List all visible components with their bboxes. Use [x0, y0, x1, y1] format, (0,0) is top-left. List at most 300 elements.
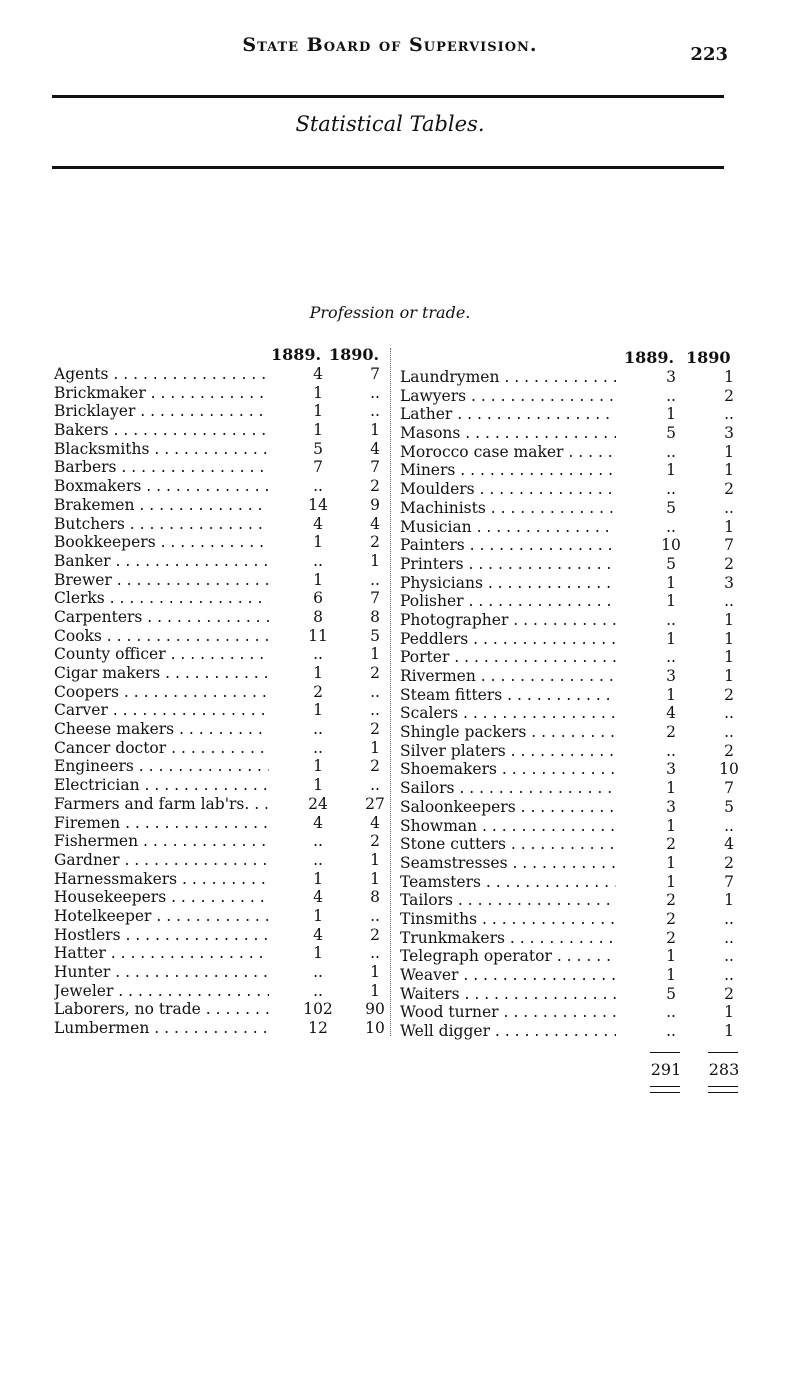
count-1889: 1 [313, 421, 323, 440]
trade-label: Photographer . . . [400, 611, 616, 630]
trade-label: Morocco case maker . . . [400, 443, 616, 462]
left-year-1890: 1890. [329, 345, 380, 364]
count-1889: 4 [313, 514, 323, 533]
count-1889: .. [313, 738, 323, 757]
table-row [54, 645, 386, 664]
trade-label: Seamstresses . . . [400, 854, 616, 873]
table-row [400, 779, 738, 798]
trade-label: Agents . . . [54, 365, 269, 384]
count-1890: 3 [724, 424, 734, 443]
trade-label: Moulders . . . [400, 480, 616, 499]
count-1890: 2 [370, 925, 380, 944]
count-1889: 4 [313, 365, 323, 383]
table-row [400, 536, 738, 555]
table-row [400, 648, 738, 667]
table-row [54, 533, 386, 552]
trade-label: Bookkeepers . . . [54, 533, 269, 552]
count-1890: 7 [724, 872, 734, 891]
trade-label: Hunter . . . [54, 963, 269, 982]
table-row [54, 757, 386, 776]
left-year-1889: 1889. [271, 345, 322, 364]
trade-label: Wood turner . . . [400, 1003, 616, 1022]
count-1890: 1 [724, 461, 734, 480]
count-1889: 1 [666, 779, 676, 798]
trade-label: Gardner . . . [54, 851, 269, 870]
table-row [400, 461, 738, 480]
count-1890: 4 [370, 514, 380, 533]
count-1889: 1 [313, 664, 323, 682]
trade-label: Shoemakers . . . [400, 760, 616, 779]
count-1889: .. [666, 648, 676, 667]
table-row [400, 443, 738, 462]
trade-label: Machinists . . . [400, 499, 616, 518]
count-1890: 1 [370, 963, 380, 981]
trade-label: Electrician . . . [54, 776, 269, 795]
trade-label: Lawyers . . . [400, 387, 616, 406]
count-1889: 5 [666, 984, 676, 1003]
trade-label: Coopers . . . [54, 683, 269, 702]
trade-label: Barbers . . . [54, 458, 269, 477]
count-1890: 2 [724, 386, 734, 405]
count-1890: 2 [370, 477, 380, 496]
count-1889: 8 [313, 607, 323, 626]
trade-label: Rivermen . . . [400, 667, 616, 686]
count-1889: 1 [313, 701, 323, 720]
count-1889: .. [313, 551, 323, 570]
table-row [54, 1000, 386, 1019]
double-rule-1889 [650, 1086, 680, 1093]
count-1890: .. [724, 909, 734, 928]
count-1890: 2 [370, 664, 380, 682]
count-1889: 4 [313, 925, 323, 944]
total-1889: 291 [650, 1060, 682, 1079]
count-1889: .. [313, 850, 323, 869]
count-1889: 7 [313, 458, 323, 477]
trade-label: Banker . . . [54, 552, 269, 571]
trade-label: Sailors . . . [400, 779, 616, 798]
count-1889: 3 [666, 797, 676, 816]
count-1890: .. [370, 776, 380, 795]
table-row [400, 630, 738, 649]
count-1890: 2 [724, 984, 734, 1003]
trade-label: Teamsters . . . [400, 873, 616, 892]
table-row [54, 496, 386, 515]
trade-label: Silver platers . . . [400, 742, 616, 761]
trade-label: Harnessmakers . . . [54, 870, 269, 889]
count-1890: .. [724, 966, 734, 984]
count-1890: 1 [370, 645, 380, 664]
trade-label: Stone cutters . . . [400, 835, 616, 854]
count-1890: .. [370, 402, 380, 421]
table-row [400, 929, 738, 948]
trade-label: Carver . . . [54, 701, 269, 720]
count-1889: 14 [308, 495, 328, 514]
table-row [54, 552, 386, 571]
table-row [54, 982, 386, 1001]
count-1889: 2 [666, 909, 676, 928]
trade-label: Bakers . . . [54, 421, 269, 440]
count-1890: 2 [724, 480, 734, 499]
trade-label: Cancer doctor . . . [54, 739, 269, 758]
table-row [54, 589, 386, 608]
trade-label: Masons . . . [400, 424, 616, 443]
trade-label: Firemen . . . [54, 814, 269, 833]
table-row [400, 611, 738, 630]
table-row [54, 720, 386, 739]
count-1889: 1 [666, 685, 676, 704]
count-1889: 1 [666, 592, 676, 611]
table-row [54, 944, 386, 963]
trade-label: Fishermen . . . [54, 832, 269, 851]
right-column [400, 348, 738, 1041]
table-row [54, 832, 386, 851]
count-1889: 1 [313, 570, 323, 589]
trade-label: Tailors . . . [400, 891, 616, 910]
count-1890: 8 [370, 607, 380, 626]
table-row [54, 440, 386, 459]
trade-label: Musician . . . [400, 518, 616, 537]
trade-label: Hostlers . . . [54, 926, 269, 945]
count-1890: .. [724, 498, 734, 517]
trade-label: County officer . . . [54, 645, 269, 664]
left-rows [54, 365, 386, 1038]
count-1889: 1 [666, 573, 676, 592]
trade-label: Peddlers . . . [400, 630, 616, 649]
totals [650, 1052, 750, 1102]
count-1890: 1 [724, 610, 734, 629]
count-1889: .. [666, 517, 676, 536]
count-1889: 1 [313, 869, 323, 888]
count-1889: .. [666, 1003, 676, 1022]
table-row [54, 814, 386, 833]
left-year-header [54, 345, 386, 365]
table-row [400, 835, 738, 854]
trade-label: Shingle packers . . . [400, 723, 616, 742]
count-1890: 2 [724, 853, 734, 872]
count-1889: 5 [666, 424, 676, 443]
count-1890: 5 [370, 626, 380, 645]
count-1890: 5 [724, 797, 734, 816]
trade-label: Miners . . . [400, 461, 616, 480]
count-1890: 1 [370, 551, 380, 570]
count-1889: 1 [666, 405, 676, 424]
trade-label: Porter . . . [400, 648, 616, 667]
trade-label: Physicians . . . [400, 574, 616, 593]
count-1889: 1 [313, 383, 323, 402]
trade-label: Laborers, no trade . . . [54, 1000, 269, 1019]
right-year-1890: 1890 [686, 348, 731, 367]
count-1890: 1 [724, 1022, 734, 1041]
table-row [400, 574, 738, 593]
trade-label: Farmers and farm lab'rs. . . . [54, 795, 269, 814]
right-rows [400, 368, 738, 1041]
trade-label: Printers . . . [400, 555, 616, 574]
table-row [54, 365, 386, 384]
trade-label: Scalers . . . [400, 704, 616, 723]
count-1889: .. [313, 963, 323, 981]
trade-label: Painters . . . [400, 536, 616, 555]
count-1890: 3 [724, 573, 734, 592]
trade-label: Boxmakers . . . [54, 477, 269, 496]
trade-label: Showman . . . [400, 817, 616, 836]
count-1890: 1 [370, 869, 380, 888]
trade-label: Clerks . . . [54, 589, 269, 608]
table-row [400, 1022, 738, 1041]
count-1889: .. [313, 981, 323, 1000]
table-row [400, 368, 738, 387]
count-1889: 2 [666, 835, 676, 854]
count-1889: 1 [313, 402, 323, 421]
count-1889: 24 [308, 794, 328, 813]
top-rule [52, 95, 724, 98]
trade-label: Butchers . . . [54, 515, 269, 534]
trade-label: Tinsmiths . . . [400, 910, 616, 929]
trade-label: Steam fitters . . . [400, 686, 616, 705]
table-row [400, 910, 738, 929]
count-1890: 7 [370, 589, 380, 608]
count-1890: .. [724, 723, 734, 742]
count-1890: 1 [724, 891, 734, 910]
trade-label: Waiters . . . [400, 985, 616, 1004]
table-row [400, 798, 738, 817]
count-1890: 27 [365, 794, 385, 813]
count-1890: .. [724, 704, 734, 723]
count-1890: 1 [724, 629, 734, 648]
count-1890: 1 [724, 648, 734, 667]
table-row [54, 701, 386, 720]
count-1889: 3 [666, 760, 676, 779]
count-1890: 1 [370, 738, 380, 757]
trade-label: Lumbermen . . . [54, 1019, 269, 1038]
table-row [54, 795, 386, 814]
count-1889: 1 [666, 872, 676, 891]
table-row [400, 891, 738, 910]
table-row [54, 402, 386, 421]
table-row [54, 870, 386, 889]
count-1889: 6 [313, 589, 323, 608]
count-1890: 1 [370, 421, 380, 440]
count-1889: .. [313, 832, 323, 851]
table-row [54, 963, 386, 982]
table-row [400, 555, 738, 574]
count-1890: .. [724, 592, 734, 611]
table-row [400, 667, 738, 686]
count-1890: 8 [370, 888, 380, 907]
table-row [400, 723, 738, 742]
count-1889: 4 [666, 704, 676, 723]
table-row [54, 888, 386, 907]
trade-label: Weaver . . . [400, 966, 616, 985]
count-1889: 5 [666, 498, 676, 517]
count-1890: 10 [365, 1019, 385, 1038]
count-1890: 7 [724, 536, 734, 555]
bottom-rule [52, 166, 724, 169]
table-row [400, 760, 738, 779]
trade-label: Hatter . . . [54, 944, 269, 963]
count-1890: 2 [370, 757, 380, 776]
count-1889: 4 [313, 888, 323, 907]
count-1890: 9 [370, 495, 380, 514]
table-row [54, 627, 386, 646]
count-1889: .. [666, 741, 676, 760]
table-row [54, 907, 386, 926]
trade-label: Cigar makers . . . [54, 664, 269, 683]
count-1889: 2 [666, 891, 676, 910]
count-1889: 1 [313, 533, 323, 552]
count-1889: 1 [313, 757, 323, 776]
count-1890: .. [724, 947, 734, 966]
count-1889: .. [666, 386, 676, 405]
trade-label: Cheese makers . . . [54, 720, 269, 739]
count-1890: .. [370, 682, 380, 701]
count-1889: 1 [666, 947, 676, 966]
table-row [400, 742, 738, 761]
table-row [400, 424, 738, 443]
table-row [54, 421, 386, 440]
table-row [400, 966, 738, 985]
count-1890: 2 [370, 533, 380, 552]
count-1890: 1 [724, 517, 734, 536]
count-1890: .. [370, 701, 380, 720]
count-1889: 5 [666, 554, 676, 573]
table-row [54, 851, 386, 870]
count-1890: 2 [724, 741, 734, 760]
count-1889: .. [313, 477, 323, 496]
trade-label: Jeweler . . . [54, 982, 269, 1001]
trade-label: Engineers . . . [54, 757, 269, 776]
count-1889: .. [666, 480, 676, 499]
trade-label: Hotelkeeper . . . [54, 907, 269, 926]
trade-label: Brakemen . . . [54, 496, 269, 515]
table-row [54, 608, 386, 627]
trade-label: Brewer . . . [54, 571, 269, 590]
right-year-header [400, 348, 738, 368]
count-1890: .. [370, 383, 380, 402]
table-row [400, 480, 738, 499]
total-rule-1889 [650, 1052, 680, 1053]
count-1890: 1 [724, 1003, 734, 1022]
count-1889: 2 [666, 723, 676, 742]
table-row [400, 947, 738, 966]
trade-label: Brickmaker . . . [54, 384, 269, 403]
trade-label: Well digger . . . [400, 1022, 616, 1041]
count-1889: .. [666, 610, 676, 629]
count-1889: 1 [666, 853, 676, 872]
count-1890: 1 [370, 981, 380, 1000]
table-row [54, 683, 386, 702]
count-1890: 90 [365, 1000, 385, 1019]
table-row [54, 664, 386, 683]
count-1890: 2 [370, 720, 380, 739]
count-1890: 7 [724, 779, 734, 798]
table-row [400, 518, 738, 537]
right-year-1889: 1889. [624, 348, 675, 367]
count-1889: 3 [666, 368, 676, 386]
count-1890: 4 [370, 813, 380, 832]
page-header [52, 30, 728, 70]
section-title: Statistical Tables. [295, 112, 485, 136]
count-1890: .. [370, 570, 380, 589]
trade-label: Telegraph operator . . . [400, 947, 616, 966]
table-row [400, 985, 738, 1004]
table-row [54, 477, 386, 496]
count-1890: .. [724, 816, 734, 835]
table-row [400, 387, 738, 406]
count-1889: 1 [666, 629, 676, 648]
total-rule-1890 [708, 1052, 738, 1053]
trade-label: Trunkmakers . . . [400, 929, 616, 948]
count-1890: 10 [719, 760, 739, 779]
count-1889: 5 [313, 439, 323, 458]
count-1889: 1 [313, 906, 323, 925]
count-1889: 102 [303, 1000, 333, 1019]
trade-label: Carpenters . . . [54, 608, 269, 627]
count-1890: 1 [370, 850, 380, 869]
count-1889: .. [313, 645, 323, 664]
table-row [400, 686, 738, 705]
table-row [54, 926, 386, 945]
count-1890: 1 [724, 442, 734, 461]
trade-label: Bricklayer . . . [54, 402, 269, 421]
table-row [54, 739, 386, 758]
trade-label: Blacksmiths . . . [54, 440, 269, 459]
trade-label: Laundrymen . . . [400, 368, 616, 387]
count-1889: 2 [666, 928, 676, 947]
count-1890: .. [370, 944, 380, 963]
table-row [400, 405, 738, 424]
table-row [54, 384, 386, 403]
count-1890: 2 [370, 832, 380, 851]
table-row [400, 1003, 738, 1022]
count-1890: 7 [370, 365, 380, 383]
count-1889: .. [666, 1022, 676, 1041]
count-1890: 2 [724, 554, 734, 573]
table-caption: Profession or trade. [309, 303, 471, 322]
trade-label: Cooks . . . [54, 627, 269, 646]
count-1889: 3 [666, 667, 676, 685]
count-1890: 2 [724, 685, 734, 704]
count-1889: 1 [666, 966, 676, 984]
table-row [54, 458, 386, 477]
count-1889: 1 [666, 461, 676, 480]
table-row [54, 571, 386, 590]
trade-label: Polisher . . . [400, 592, 616, 611]
count-1890: 7 [370, 458, 380, 477]
count-1890: 1 [724, 667, 734, 685]
count-1889: .. [313, 720, 323, 739]
count-1890: 4 [370, 439, 380, 458]
table-row [400, 592, 738, 611]
table-row [54, 776, 386, 795]
count-1890: .. [370, 906, 380, 925]
count-1890: .. [724, 405, 734, 424]
table-row [400, 499, 738, 518]
count-1889: .. [666, 442, 676, 461]
count-1889: 1 [666, 816, 676, 835]
column-divider [390, 348, 392, 1036]
table-row [400, 704, 738, 723]
page-number: 223 [690, 44, 728, 65]
trade-label: Housekeepers . . . [54, 888, 269, 907]
count-1889: 4 [313, 813, 323, 832]
double-rule-1890 [708, 1086, 738, 1093]
count-1889: 11 [308, 626, 328, 645]
table-row [400, 817, 738, 836]
count-1890: .. [724, 928, 734, 947]
count-1889: 2 [313, 682, 323, 701]
count-1890: 4 [724, 835, 734, 854]
count-1889: 1 [313, 776, 323, 795]
